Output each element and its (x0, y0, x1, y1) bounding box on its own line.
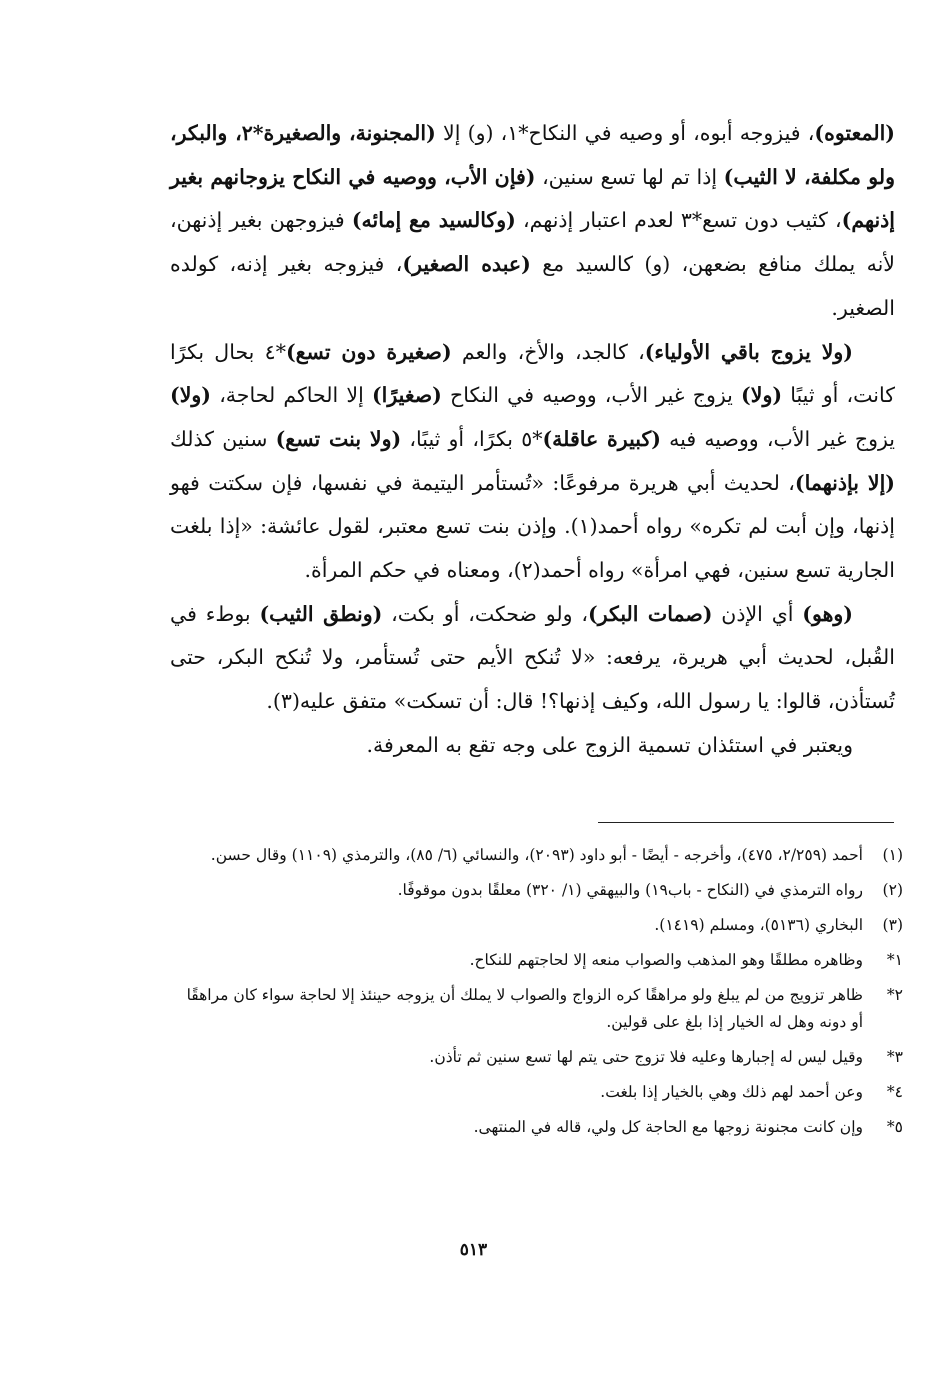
bold-text-segment: (ونطق الثيب) (259, 601, 383, 626)
text-segment: يزوج غير الأب، ووصيه في النكاح (441, 383, 742, 408)
bold-text-segment: (صغيرًا) (371, 383, 442, 408)
bold-text-segment: (ولا) (170, 383, 211, 408)
paragraph-1 (170, 112, 895, 331)
footnote-text: البخاري (٥١٣٦)، ومسلم (١٤١٩). (654, 916, 863, 934)
bold-text-segment: (المعتوه) (814, 121, 895, 145)
footnote-text: وقيل ليس له إجبارها وعليه فلا تزوج حتى يتم لها تسع سنين ثم تأذن. (429, 1048, 863, 1066)
paragraph-4: ويعتبر في استئذان تسمية الزوج على وجه تقع به المعرفة. (366, 732, 853, 757)
footnote-text: وظاهره مطلقًا وهو المذهب والصواب منعه إلا لحاجتهم للنكاح. (469, 951, 863, 969)
footnote (170, 877, 903, 904)
text-segment: ، كالجد، والأخ، والعم (451, 339, 645, 364)
footnote-number: (٣) (882, 916, 903, 934)
main-text (170, 112, 895, 768)
text-segment: ، فيزوجه أبوه، أو وصيه في النكاح*١، (و) إلا (435, 121, 815, 145)
text-segment: *٤ بحال بكرًا كانت، أو ثيبًا (170, 339, 895, 408)
bold-text-segment: (فإن الأب، ووصيه في النكاح يزوجانهم بغير إذنهم) (170, 164, 895, 233)
text-segment: يزوج غير الأب، ووصيه فيه (660, 426, 895, 451)
text-segment: إلا الحاكم لحاجة، (211, 383, 372, 408)
footnote-number: ٥* (886, 1118, 903, 1136)
bold-text-segment: (ولا بنت تسع) (275, 426, 402, 451)
footnote-number: (١) (882, 846, 903, 864)
text-segment: بوطء في القُبل، لحديث أبي هريرة، يرفعه: «لا تُنكح الأيم حتى تُستأمر، ولا تُنكح البكر، حتى تُستأذن، قالوا: يا رسول الله، وكيف إذنها؟! قال: أن تسكت» متفق عليه(٣). (170, 601, 895, 714)
bold-text-segment: (إلا بإذنهما) (794, 470, 895, 495)
text-segment: ، فيزوجه بغير إذنه، كولده الصغير. (170, 252, 895, 320)
footnote-text: رواه الترمذي في (النكاح - باب١٩) والبيهقي (١/ ٣٢٠) معلقًا بدون موقوفًا. (397, 881, 863, 899)
footnote-text: وإن كانت مجنونة زوجها مع الحاجة كل ولي، قاله في المنتهى. (473, 1118, 863, 1136)
footnote-number: ٣* (886, 1048, 903, 1066)
footnote (170, 912, 903, 939)
text-segment: أي الإذن (712, 601, 803, 626)
footnote-text: أحمد (٢/٢٥٩، ٤٧٥)، وأخرجه - أيضًا - أبو داود (٢٠٩٣)، والنسائي (٦/ ٨٥)، والترمذي (١١٠٩) وقال حسن. (210, 846, 863, 864)
footnote (170, 1079, 903, 1106)
bold-text-segment: (ولا) (741, 383, 783, 408)
page-number: ٥١٣ (459, 1240, 488, 1260)
footnote-number: (٢) (882, 881, 903, 899)
bold-text-segment: (كبيرة عاقلة) (542, 426, 661, 451)
bold-text-segment: (وكالسيد مع إمائه) (351, 208, 516, 233)
text-segment: فيزوجهن بغير إذنهن، لأنه يملك منافع بضعهن، (و) كالسيد مع (170, 208, 895, 277)
text-segment: إذا تم لها تسع سنين، (535, 164, 724, 189)
text-segment: ، ولو ضحكت، أو بكت، (382, 601, 588, 626)
footnote-number: ٢* (886, 986, 903, 1004)
bold-text-segment: (وهو) (802, 601, 853, 626)
footnote-divider (598, 822, 894, 823)
bold-text-segment: (صغيرة دون تسع) (285, 339, 452, 364)
footnote (170, 982, 903, 1036)
footnote (170, 1044, 903, 1071)
footnote-number: ١* (886, 951, 903, 969)
footnote (170, 947, 903, 974)
bold-text-segment: (ولا يزوج باقي الأولياء) (644, 339, 853, 364)
paragraph-3 (170, 593, 895, 724)
bold-text-segment: (صمات البكر) (588, 601, 713, 626)
text-segment: ، كثيب دون تسع*٣ لعدم اعتبار إذنهم، (515, 208, 842, 233)
footnote-number: ٤* (886, 1083, 903, 1101)
footnote-text: وعن أحمد لهم ذلك وهي بالخيار إذا بلغت. (600, 1083, 863, 1101)
text-segment: *٥ بكرًا، أو ثيبًا، (401, 426, 543, 451)
footnote (170, 1114, 903, 1141)
bold-text-segment: (المجنونة، والصغيرة*٢، والبكر، ولو مكلفة، لا الثيب) (170, 121, 895, 189)
text-segment: ، لحديث أبي هريرة مرفوعًا: «تُستأمر اليتيمة في نفسها، فإن سكتت فهو إذنها، وإن أبت لم تكره» رواه أحمد(١). وإذن بنت تسع معتبر، لقول عائشة: «إذا بلغت الجارية تسع سنين، فهي امرأة» رواه أحمد(٢)، ومعناه في حكم المرأة. (170, 470, 895, 583)
text-segment: سنين كذلك (170, 426, 276, 451)
footnotes (170, 842, 903, 1149)
paragraph-2 (170, 331, 895, 593)
footnote-text: ظاهر تزويج من لم يبلغ ولو مراهقًا كره الزواج والصواب لا يملك أن يزوجه حينئذ إلا لحاجة سواء كان مراهقًا أو دونه وهل له الخيار إذا بلغ على قولين. (186, 986, 863, 1031)
bold-text-segment: (عبده الصغير) (402, 252, 531, 277)
footnote (170, 842, 903, 869)
